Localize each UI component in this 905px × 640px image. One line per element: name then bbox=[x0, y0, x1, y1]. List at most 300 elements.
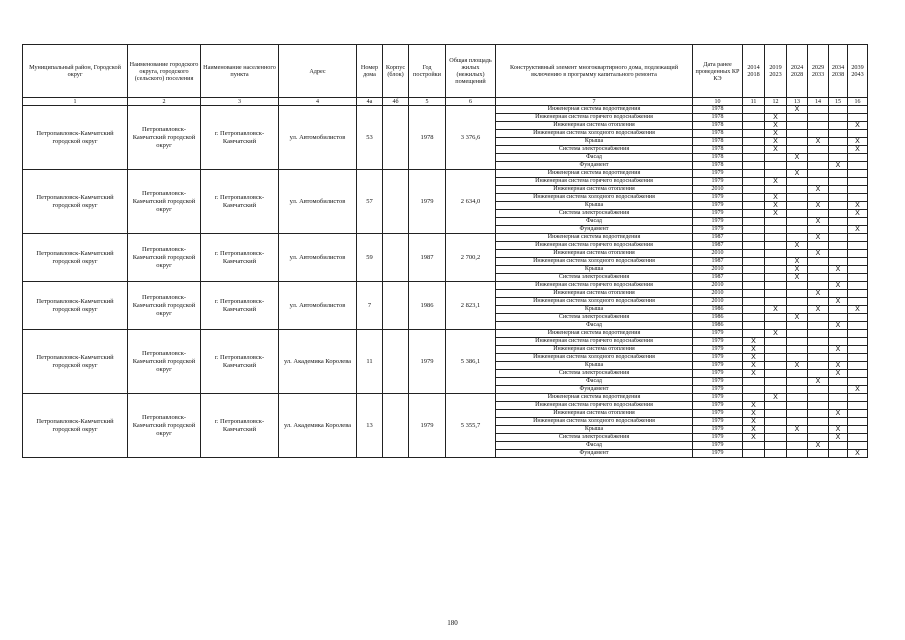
repair-date-cell: 1978 bbox=[693, 114, 743, 122]
period-mark-cell bbox=[808, 418, 829, 426]
element-name-cell: Фундамент bbox=[496, 226, 693, 234]
period-mark-cell bbox=[848, 402, 868, 410]
period-mark-cell bbox=[829, 418, 848, 426]
period-mark-cell bbox=[765, 186, 787, 194]
period-mark-cell bbox=[765, 234, 787, 242]
element-name-cell: Крыша bbox=[496, 266, 693, 274]
house-block-cell bbox=[383, 234, 409, 282]
house-address-cell: ул. Академика Королева bbox=[279, 394, 357, 458]
period-mark-cell bbox=[743, 162, 765, 170]
repair-date-cell: 1986 bbox=[693, 322, 743, 330]
period-mark-cell bbox=[787, 146, 808, 154]
period-mark-cell bbox=[743, 210, 765, 218]
period-mark-cell bbox=[743, 122, 765, 130]
period-mark-cell: X bbox=[743, 338, 765, 346]
period-mark-cell bbox=[829, 442, 848, 450]
element-name-cell: Инженерная система водоотведения bbox=[496, 170, 693, 178]
period-mark-cell bbox=[787, 386, 808, 394]
column-number: 7 bbox=[496, 98, 693, 106]
period-mark-cell bbox=[765, 258, 787, 266]
period-mark-cell bbox=[829, 386, 848, 394]
period-mark-cell bbox=[787, 130, 808, 138]
period-mark-cell bbox=[765, 370, 787, 378]
column-header: Муниципальный район, Городской округ bbox=[23, 45, 128, 98]
repair-date-cell: 1979 bbox=[693, 426, 743, 434]
period-mark-cell bbox=[787, 346, 808, 354]
period-mark-cell bbox=[808, 346, 829, 354]
period-mark-cell bbox=[743, 450, 765, 458]
house-settlement-cell: Петропавловск-Камчатский городской округ bbox=[128, 106, 201, 170]
period-mark-cell bbox=[808, 426, 829, 434]
period-mark-cell bbox=[787, 210, 808, 218]
period-mark-cell bbox=[765, 226, 787, 234]
period-mark-cell bbox=[848, 290, 868, 298]
period-mark-cell bbox=[808, 194, 829, 202]
repair-date-cell: 1979 bbox=[693, 218, 743, 226]
period-mark-cell bbox=[829, 146, 848, 154]
period-mark-cell bbox=[848, 362, 868, 370]
period-mark-cell: X bbox=[829, 162, 848, 170]
period-mark-cell: X bbox=[765, 146, 787, 154]
period-mark-cell: X bbox=[848, 226, 868, 234]
period-mark-cell bbox=[808, 178, 829, 186]
period-mark-cell bbox=[829, 378, 848, 386]
period-mark-cell bbox=[765, 322, 787, 330]
column-number: 4 bbox=[279, 98, 357, 106]
period-mark-cell bbox=[808, 402, 829, 410]
repair-date-cell: 1979 bbox=[693, 346, 743, 354]
period-mark-cell: X bbox=[765, 330, 787, 338]
period-mark-cell bbox=[743, 154, 765, 162]
period-mark-cell bbox=[829, 186, 848, 194]
repair-date-cell: 1979 bbox=[693, 410, 743, 418]
column-header: 2024 2028 bbox=[787, 45, 808, 98]
repair-date-cell: 1979 bbox=[693, 442, 743, 450]
table-row bbox=[23, 282, 868, 290]
column-number: 15 bbox=[829, 98, 848, 106]
period-mark-cell: X bbox=[787, 258, 808, 266]
period-mark-cell bbox=[743, 130, 765, 138]
period-mark-cell bbox=[848, 266, 868, 274]
period-mark-cell bbox=[808, 322, 829, 330]
period-mark-cell bbox=[808, 410, 829, 418]
house-district-cell: Петропавловск-Камчатский городской округ bbox=[23, 282, 128, 330]
element-name-cell: Инженерная система отопления bbox=[496, 410, 693, 418]
period-mark-cell bbox=[848, 282, 868, 290]
period-mark-cell: X bbox=[787, 242, 808, 250]
period-mark-cell bbox=[848, 330, 868, 338]
house-house-cell: 11 bbox=[357, 330, 383, 394]
period-mark-cell: X bbox=[808, 290, 829, 298]
period-mark-cell bbox=[848, 274, 868, 282]
period-mark-cell: X bbox=[808, 218, 829, 226]
repair-date-cell: 1987 bbox=[693, 274, 743, 282]
repair-date-cell: 1979 bbox=[693, 434, 743, 442]
period-mark-cell bbox=[848, 130, 868, 138]
period-mark-cell bbox=[808, 242, 829, 250]
period-mark-cell bbox=[787, 122, 808, 130]
period-mark-cell bbox=[743, 250, 765, 258]
period-mark-cell: X bbox=[787, 154, 808, 162]
period-mark-cell bbox=[787, 442, 808, 450]
repair-date-cell: 1979 bbox=[693, 330, 743, 338]
house-house-cell: 13 bbox=[357, 394, 383, 458]
capital-repair-table bbox=[22, 44, 868, 458]
repair-date-cell: 1979 bbox=[693, 378, 743, 386]
element-name-cell: Инженерная система горячего водоснабжения bbox=[496, 402, 693, 410]
period-mark-cell bbox=[787, 290, 808, 298]
period-mark-cell bbox=[829, 290, 848, 298]
period-mark-cell bbox=[808, 274, 829, 282]
house-block-cell bbox=[383, 106, 409, 170]
column-header: Номер дома bbox=[357, 45, 383, 98]
period-mark-cell bbox=[808, 362, 829, 370]
repair-date-cell: 1979 bbox=[693, 210, 743, 218]
period-mark-cell bbox=[743, 258, 765, 266]
period-mark-cell bbox=[829, 394, 848, 402]
period-mark-cell bbox=[765, 170, 787, 178]
period-mark-cell bbox=[848, 434, 868, 442]
house-settlement-cell: Петропавловск-Камчатский городской округ bbox=[128, 330, 201, 394]
period-mark-cell bbox=[848, 218, 868, 226]
element-name-cell: Фундамент bbox=[496, 162, 693, 170]
period-mark-cell bbox=[829, 354, 848, 362]
period-mark-cell bbox=[808, 434, 829, 442]
house-address-cell: ул. Автомобилистов bbox=[279, 106, 357, 170]
period-mark-cell bbox=[765, 282, 787, 290]
column-header: 2019 2023 bbox=[765, 45, 787, 98]
house-house-cell: 59 bbox=[357, 234, 383, 282]
period-mark-cell bbox=[787, 298, 808, 306]
period-mark-cell: X bbox=[765, 202, 787, 210]
period-mark-cell bbox=[829, 306, 848, 314]
column-number: 4б bbox=[383, 98, 409, 106]
period-mark-cell bbox=[743, 202, 765, 210]
period-mark-cell bbox=[787, 250, 808, 258]
repair-date-cell: 2010 bbox=[693, 186, 743, 194]
column-number: 12 bbox=[765, 98, 787, 106]
period-mark-cell bbox=[808, 282, 829, 290]
period-mark-cell: X bbox=[765, 122, 787, 130]
period-mark-cell bbox=[765, 290, 787, 298]
period-mark-cell bbox=[743, 186, 765, 194]
element-name-cell: Инженерная система холодного водоснабжения bbox=[496, 130, 693, 138]
house-district-cell: Петропавловск-Камчатский городской округ bbox=[23, 234, 128, 282]
repair-date-cell: 1979 bbox=[693, 394, 743, 402]
period-mark-cell bbox=[829, 242, 848, 250]
repair-date-cell: 1978 bbox=[693, 154, 743, 162]
house-area-cell: 2 634,0 bbox=[446, 170, 496, 234]
period-mark-cell bbox=[808, 354, 829, 362]
period-mark-cell bbox=[848, 114, 868, 122]
period-mark-cell bbox=[848, 426, 868, 434]
element-name-cell: Инженерная система горячего водоснабжения bbox=[496, 114, 693, 122]
period-mark-cell bbox=[787, 450, 808, 458]
period-mark-cell: X bbox=[829, 298, 848, 306]
element-name-cell: Система электроснабжения bbox=[496, 274, 693, 282]
period-mark-cell bbox=[808, 154, 829, 162]
period-mark-cell: X bbox=[829, 346, 848, 354]
column-header: Дата ранее проведенных КР КЭ bbox=[693, 45, 743, 98]
repair-date-cell: 1979 bbox=[693, 386, 743, 394]
table-body bbox=[23, 106, 868, 458]
period-mark-cell bbox=[829, 194, 848, 202]
house-area-cell: 5 386,1 bbox=[446, 330, 496, 394]
period-mark-cell bbox=[787, 234, 808, 242]
period-mark-cell bbox=[765, 362, 787, 370]
column-number: 13 bbox=[787, 98, 808, 106]
house-year-cell: 1986 bbox=[409, 282, 446, 330]
page-number: 180 bbox=[447, 619, 458, 627]
repair-date-cell: 1979 bbox=[693, 226, 743, 234]
repair-date-cell: 1978 bbox=[693, 130, 743, 138]
house-house-cell: 57 bbox=[357, 170, 383, 234]
period-mark-cell bbox=[848, 442, 868, 450]
period-mark-cell bbox=[848, 394, 868, 402]
column-number: 5 bbox=[409, 98, 446, 106]
house-block-cell bbox=[383, 394, 409, 458]
house-settlement-cell: Петропавловск-Камчатский городской округ bbox=[128, 394, 201, 458]
period-mark-cell bbox=[848, 258, 868, 266]
period-mark-cell bbox=[765, 218, 787, 226]
period-mark-cell bbox=[808, 450, 829, 458]
element-name-cell: Инженерная система холодного водоснабжения bbox=[496, 354, 693, 362]
period-mark-cell bbox=[829, 114, 848, 122]
column-header: Общая площадь жилых (нежилых) помещений bbox=[446, 45, 496, 98]
period-mark-cell: X bbox=[808, 250, 829, 258]
period-mark-cell bbox=[829, 314, 848, 322]
repair-date-cell: 1979 bbox=[693, 418, 743, 426]
repair-date-cell: 1986 bbox=[693, 314, 743, 322]
repair-date-cell: 1979 bbox=[693, 370, 743, 378]
period-mark-cell: X bbox=[787, 362, 808, 370]
repair-date-cell: 1987 bbox=[693, 242, 743, 250]
column-number: 1 bbox=[23, 98, 128, 106]
table-header bbox=[23, 45, 868, 106]
period-mark-cell bbox=[808, 114, 829, 122]
period-mark-cell bbox=[829, 338, 848, 346]
house-block-cell bbox=[383, 282, 409, 330]
house-settlement-cell: Петропавловск-Камчатский городской округ bbox=[128, 170, 201, 234]
period-mark-cell bbox=[743, 178, 765, 186]
table-row bbox=[23, 330, 868, 338]
column-header: Наименование населенного пункта bbox=[201, 45, 279, 98]
period-mark-cell bbox=[808, 162, 829, 170]
element-name-cell: Инженерная система горячего водоснабжения bbox=[496, 338, 693, 346]
period-mark-cell bbox=[787, 394, 808, 402]
house-area-cell: 2 700,2 bbox=[446, 234, 496, 282]
document-page bbox=[22, 44, 867, 458]
period-mark-cell bbox=[765, 106, 787, 114]
period-mark-cell bbox=[848, 186, 868, 194]
element-name-cell: Фундамент bbox=[496, 386, 693, 394]
house-district-cell: Петропавловск-Камчатский городской округ bbox=[23, 330, 128, 394]
element-name-cell: Крыша bbox=[496, 138, 693, 146]
period-mark-cell bbox=[808, 130, 829, 138]
period-mark-cell bbox=[743, 138, 765, 146]
period-mark-cell bbox=[808, 122, 829, 130]
element-name-cell: Фасад bbox=[496, 378, 693, 386]
period-mark-cell bbox=[765, 154, 787, 162]
period-mark-cell: X bbox=[829, 434, 848, 442]
period-mark-cell bbox=[848, 106, 868, 114]
repair-date-cell: 1978 bbox=[693, 138, 743, 146]
period-mark-cell bbox=[808, 394, 829, 402]
period-mark-cell: X bbox=[787, 314, 808, 322]
element-name-cell: Инженерная система водоотведения bbox=[496, 330, 693, 338]
period-mark-cell: X bbox=[829, 370, 848, 378]
house-block-cell bbox=[383, 170, 409, 234]
period-mark-cell: X bbox=[765, 194, 787, 202]
house-address-cell: ул. Автомобилистов bbox=[279, 234, 357, 282]
period-mark-cell bbox=[787, 138, 808, 146]
period-mark-cell bbox=[743, 394, 765, 402]
period-mark-cell bbox=[787, 218, 808, 226]
house-district-cell: Петропавловск-Камчатский городской округ bbox=[23, 106, 128, 170]
period-mark-cell: X bbox=[829, 410, 848, 418]
period-mark-cell bbox=[829, 154, 848, 162]
house-address-cell: ул. Автомобилистов bbox=[279, 170, 357, 234]
element-name-cell: Система электроснабжения bbox=[496, 146, 693, 154]
column-header: 2034 2038 bbox=[829, 45, 848, 98]
period-mark-cell: X bbox=[743, 346, 765, 354]
period-mark-cell bbox=[743, 194, 765, 202]
period-mark-cell bbox=[765, 442, 787, 450]
period-mark-cell bbox=[808, 298, 829, 306]
period-mark-cell: X bbox=[743, 402, 765, 410]
period-mark-cell bbox=[848, 346, 868, 354]
period-mark-cell bbox=[848, 154, 868, 162]
period-mark-cell bbox=[829, 274, 848, 282]
element-name-cell: Крыша bbox=[496, 426, 693, 434]
column-header: Год постройки bbox=[409, 45, 446, 98]
period-mark-cell bbox=[743, 242, 765, 250]
period-mark-cell: X bbox=[743, 426, 765, 434]
period-mark-cell bbox=[808, 338, 829, 346]
repair-date-cell: 1979 bbox=[693, 450, 743, 458]
repair-date-cell: 1979 bbox=[693, 194, 743, 202]
period-mark-cell bbox=[808, 370, 829, 378]
repair-date-cell: 1979 bbox=[693, 354, 743, 362]
repair-date-cell: 1978 bbox=[693, 122, 743, 130]
period-mark-cell bbox=[829, 202, 848, 210]
period-mark-cell bbox=[765, 426, 787, 434]
element-name-cell: Инженерная система отопления bbox=[496, 250, 693, 258]
repair-date-cell: 2010 bbox=[693, 298, 743, 306]
column-header: Конструктивный элемент многоквартирного дома, подлежащий включению в программу капитального ремонта bbox=[496, 45, 693, 98]
period-mark-cell bbox=[848, 378, 868, 386]
element-name-cell: Крыша bbox=[496, 202, 693, 210]
period-mark-cell bbox=[848, 298, 868, 306]
period-mark-cell: X bbox=[808, 378, 829, 386]
period-mark-cell: X bbox=[829, 266, 848, 274]
period-mark-cell: X bbox=[787, 170, 808, 178]
column-header: Корпус (блок) bbox=[383, 45, 409, 98]
period-mark-cell: X bbox=[743, 362, 765, 370]
element-name-cell: Фасад bbox=[496, 154, 693, 162]
house-locality-cell: г. Петропавловск-Камчатский bbox=[201, 282, 279, 330]
period-mark-cell bbox=[829, 178, 848, 186]
period-mark-cell bbox=[743, 290, 765, 298]
period-mark-cell bbox=[787, 354, 808, 362]
element-name-cell: Инженерная система отопления bbox=[496, 346, 693, 354]
period-mark-cell bbox=[765, 354, 787, 362]
period-mark-cell bbox=[829, 218, 848, 226]
period-mark-cell bbox=[787, 186, 808, 194]
period-mark-cell bbox=[765, 402, 787, 410]
period-mark-cell bbox=[848, 178, 868, 186]
period-mark-cell bbox=[829, 234, 848, 242]
element-name-cell: Инженерная система водоотведения bbox=[496, 234, 693, 242]
period-mark-cell: X bbox=[765, 394, 787, 402]
period-mark-cell: X bbox=[808, 202, 829, 210]
column-number: 2 bbox=[128, 98, 201, 106]
period-mark-cell bbox=[808, 170, 829, 178]
period-mark-cell bbox=[765, 242, 787, 250]
house-area-cell: 2 823,1 bbox=[446, 282, 496, 330]
period-mark-cell bbox=[743, 322, 765, 330]
repair-date-cell: 2010 bbox=[693, 290, 743, 298]
period-mark-cell: X bbox=[743, 410, 765, 418]
period-mark-cell bbox=[765, 434, 787, 442]
period-mark-cell bbox=[765, 162, 787, 170]
period-mark-cell: X bbox=[848, 146, 868, 154]
repair-date-cell: 1979 bbox=[693, 402, 743, 410]
period-mark-cell bbox=[848, 314, 868, 322]
house-district-cell: Петропавловск-Камчатский городской округ bbox=[23, 170, 128, 234]
column-number: 10 bbox=[693, 98, 743, 106]
column-number: 16 bbox=[848, 98, 868, 106]
period-mark-cell: X bbox=[787, 274, 808, 282]
period-mark-cell: X bbox=[808, 234, 829, 242]
period-mark-cell bbox=[743, 378, 765, 386]
period-mark-cell bbox=[829, 330, 848, 338]
period-mark-cell bbox=[743, 330, 765, 338]
house-year-cell: 1979 bbox=[409, 330, 446, 394]
element-name-cell: Инженерная система водоотведения bbox=[496, 106, 693, 114]
repair-date-cell: 1978 bbox=[693, 106, 743, 114]
element-name-cell: Инженерная система холодного водоснабжения bbox=[496, 418, 693, 426]
period-mark-cell: X bbox=[787, 426, 808, 434]
repair-date-cell: 2010 bbox=[693, 266, 743, 274]
period-mark-cell bbox=[848, 250, 868, 258]
element-name-cell: Инженерная система горячего водоснабжения bbox=[496, 242, 693, 250]
element-name-cell: Фасад bbox=[496, 322, 693, 330]
element-name-cell: Инженерная система горячего водоснабжения bbox=[496, 282, 693, 290]
period-mark-cell bbox=[848, 162, 868, 170]
period-mark-cell bbox=[765, 314, 787, 322]
house-locality-cell: г. Петропавловск-Камчатский bbox=[201, 330, 279, 394]
repair-date-cell: 1979 bbox=[693, 178, 743, 186]
period-mark-cell bbox=[848, 234, 868, 242]
period-mark-cell bbox=[848, 410, 868, 418]
period-mark-cell bbox=[787, 114, 808, 122]
column-header: 2014 2018 bbox=[743, 45, 765, 98]
period-mark-cell bbox=[787, 306, 808, 314]
period-mark-cell: X bbox=[765, 130, 787, 138]
period-mark-cell bbox=[743, 442, 765, 450]
column-number: 11 bbox=[743, 98, 765, 106]
period-mark-cell bbox=[829, 450, 848, 458]
period-mark-cell bbox=[808, 146, 829, 154]
period-mark-cell bbox=[787, 418, 808, 426]
house-locality-cell: г. Петропавловск-Камчатский bbox=[201, 234, 279, 282]
period-mark-cell bbox=[848, 322, 868, 330]
period-mark-cell bbox=[829, 226, 848, 234]
period-mark-cell bbox=[848, 370, 868, 378]
period-mark-cell bbox=[743, 298, 765, 306]
period-mark-cell bbox=[765, 250, 787, 258]
